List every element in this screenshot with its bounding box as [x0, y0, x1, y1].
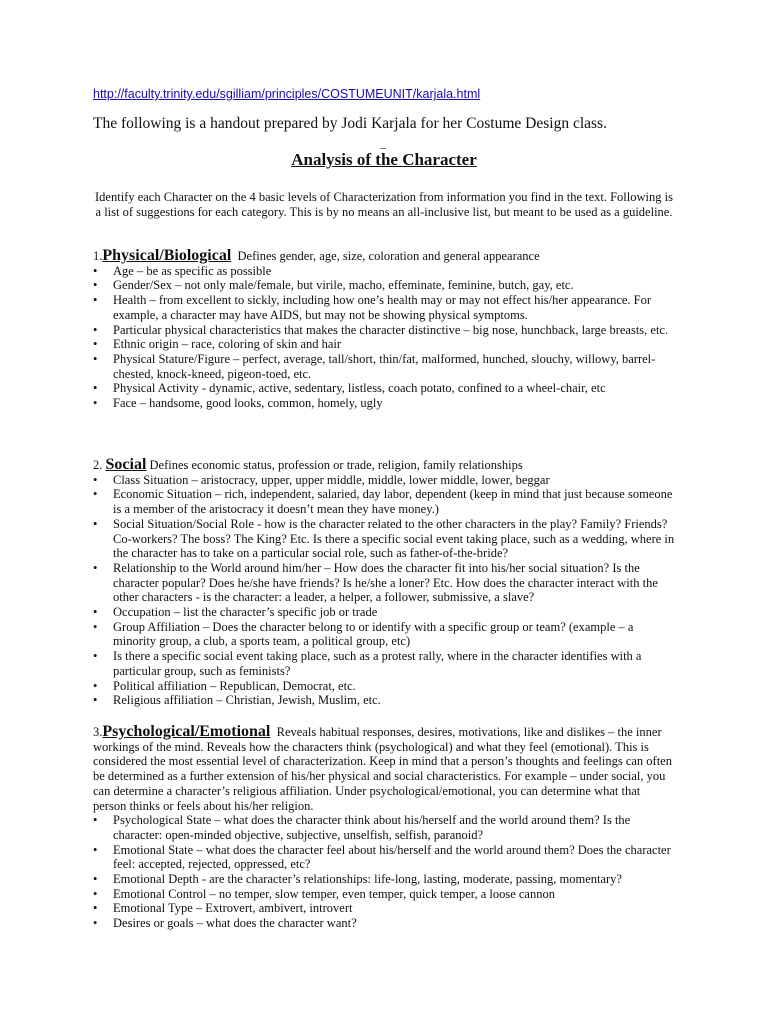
section-psychological — [93, 725, 675, 931]
list-item — [93, 620, 675, 649]
list-item-text: • Group Affiliation – Does the character belong to or identify with a specific group or team? (example – a minority group, a club, a sports team, a political group, etc) — [113, 619, 634, 649]
section-heading-line — [93, 249, 675, 264]
list-item-text: • Desires or goals – what does the character want? — [113, 916, 357, 931]
list-item-text: • Emotional Control – no temper, slow temper, even temper, quick temper, a loose cannon — [113, 886, 555, 901]
section-heading-line — [93, 725, 675, 813]
list-item — [93, 264, 675, 279]
section-heading: Psychological/Emotional — [102, 723, 271, 740]
bullet-list — [93, 813, 675, 931]
list-item — [93, 649, 675, 678]
list-item — [93, 323, 675, 338]
list-item — [93, 693, 675, 708]
list-item — [93, 278, 675, 293]
list-item-text: • Ethnic origin – race, coloring of skin and hair — [113, 337, 342, 352]
list-item — [93, 352, 675, 381]
section-heading: Social — [105, 456, 147, 473]
list-item-text: • Physical Stature/Figure – perfect, average, tall/short, thin/fat, malformed, hunched, slouchy, willowy, barrel-chested, knock-kneed, pigeon-toed, etc. — [113, 351, 656, 381]
list-item-text: • Physical Activity - dynamic, active, sedentary, listless, coach potato, confined to a wheel-chair, etc — [113, 381, 606, 396]
list-item-text: • Social Situation/Social Role - how is the character related to the other characters in the play? Family? Friends? Co-workers? The boss? The King? Etc. Is there a specific social event taking place, such as a wedding, where in the character has to take on a particular social role, such as father-of-the-bride? — [113, 516, 675, 561]
list-item-text: • Relationship to the World around him/her – How does the character fit into his/her social situation? Is the character popular? Does he/she have friends? Is he/she a loner? Etc. How does the character interact with the other characters - is the character: a leader, a helper, a follower, submissive, a slave? — [113, 560, 658, 605]
section-heading: Physical/Biological — [102, 247, 232, 264]
list-item-text: • Age – be as specific as possible — [113, 263, 272, 278]
list-item — [93, 337, 675, 352]
section-physical — [93, 249, 675, 411]
list-item-text: • Gender/Sex – not only male/female, but virile, macho, effeminate, feminine, butch, gay, etc. — [113, 278, 574, 293]
list-item — [93, 561, 675, 605]
list-item-text: • Psychological State – what does the character think about his/herself and the world around them? Is the character: open-minded objective, subjective, unselfish, selfish, paranoid? — [113, 813, 631, 842]
page-title: Analysis of the Character — [291, 150, 477, 169]
list-item-text: • Emotional Type – Extrovert, ambivert, introvert — [113, 901, 353, 916]
list-item-text: • Economic Situation – rich, independent, salaried, day labor, dependent (keep in mind that just because someone is a member of the aristocracy it doesn’t mean they have money.) — [113, 487, 673, 517]
list-item — [93, 381, 675, 396]
section-description: Defines gender, age, size, coloration and general appearance — [237, 249, 540, 263]
list-item-text: • Class Situation – aristocracy, upper, upper middle, middle, lower middle, lower, beggar — [113, 472, 550, 487]
list-item — [93, 872, 675, 887]
list-item — [93, 679, 675, 694]
list-item — [93, 487, 675, 516]
list-item — [93, 293, 675, 322]
section-heading-line — [93, 458, 675, 473]
list-item-text: • Emotional Depth - are the character’s relationships: life-long, lasting, moderate, passing, momentary? — [113, 872, 622, 887]
section-description: Defines economic status, profession or trade, religion, family relationships — [149, 458, 523, 472]
list-item — [93, 813, 675, 842]
lead-paragraph: Identify each Character on the 4 basic levels of Characterization from information you find in the text. Following is a list of suggestions for each category. This is by no means an all-inclusive list, but meant to be used as a guideline. — [95, 190, 673, 219]
list-item — [93, 887, 675, 902]
list-item-text: • Religious affiliation – Christian, Jewish, Muslim, etc. — [113, 693, 381, 708]
section-number: 3. — [93, 725, 103, 739]
list-item — [93, 517, 675, 561]
list-item-text: • Political affiliation – Republican, Democrat, etc. — [113, 678, 356, 693]
list-item — [93, 901, 675, 916]
list-item — [93, 473, 675, 488]
list-item-text: • Occupation – list the character’s specific job or trade — [113, 605, 378, 620]
list-item — [93, 396, 675, 411]
bullet-list — [93, 473, 675, 708]
section-number: 1. — [93, 249, 103, 263]
list-item — [93, 605, 675, 620]
list-item-text: • Health – from excellent to sickly, including how one’s health may or may not effect his/her appearance. For example, a character may have AIDS, but may not be showing physical symptoms. — [113, 293, 652, 322]
list-item-text: • Emotional State – what does the character feel about his/herself and the world around them? Does the character feel: accepted, rejected, oppressed, etc? — [113, 842, 671, 872]
dash-mark: – — [380, 140, 386, 154]
list-item-text: • Is there a specific social event taking place, such as a protest rally, where in the character identifies with a particular group, such as feminists? — [113, 649, 642, 678]
list-item — [93, 916, 675, 931]
list-item-text: • Face – handsome, good looks, common, homely, ugly — [113, 396, 383, 411]
bullet-list — [93, 264, 675, 411]
list-item — [93, 843, 675, 872]
intro-text: The following is a handout prepared by Jodi Karjala for her Costume Design class. — [93, 115, 607, 132]
section-description: Reveals habitual responses, desires, motivations, like and dislikes – the inner workings of the mind. Reveals how the characters think (psychological) and what they feel (emotional). This is considered the most essential level of characterization. Keep in mind that a person’s thoughts and feelings can often be determined as a further extension of his/her physical and social characteristics. For example – under social, you can determine a character’s religious affiliation. Under psychological/emotional, you can determine what that person thinks or feels about his/her religion. — [93, 725, 672, 813]
section-social — [93, 458, 675, 708]
list-item-text: • Particular physical characteristics that makes the character distinctive – big nose, hunchback, large breasts, etc. — [113, 322, 669, 337]
section-number: 2. — [93, 458, 103, 472]
source-link[interactable]: http://faculty.trinity.edu/sgilliam/principles/COSTUMEUNIT/karjala.html — [93, 87, 481, 101]
